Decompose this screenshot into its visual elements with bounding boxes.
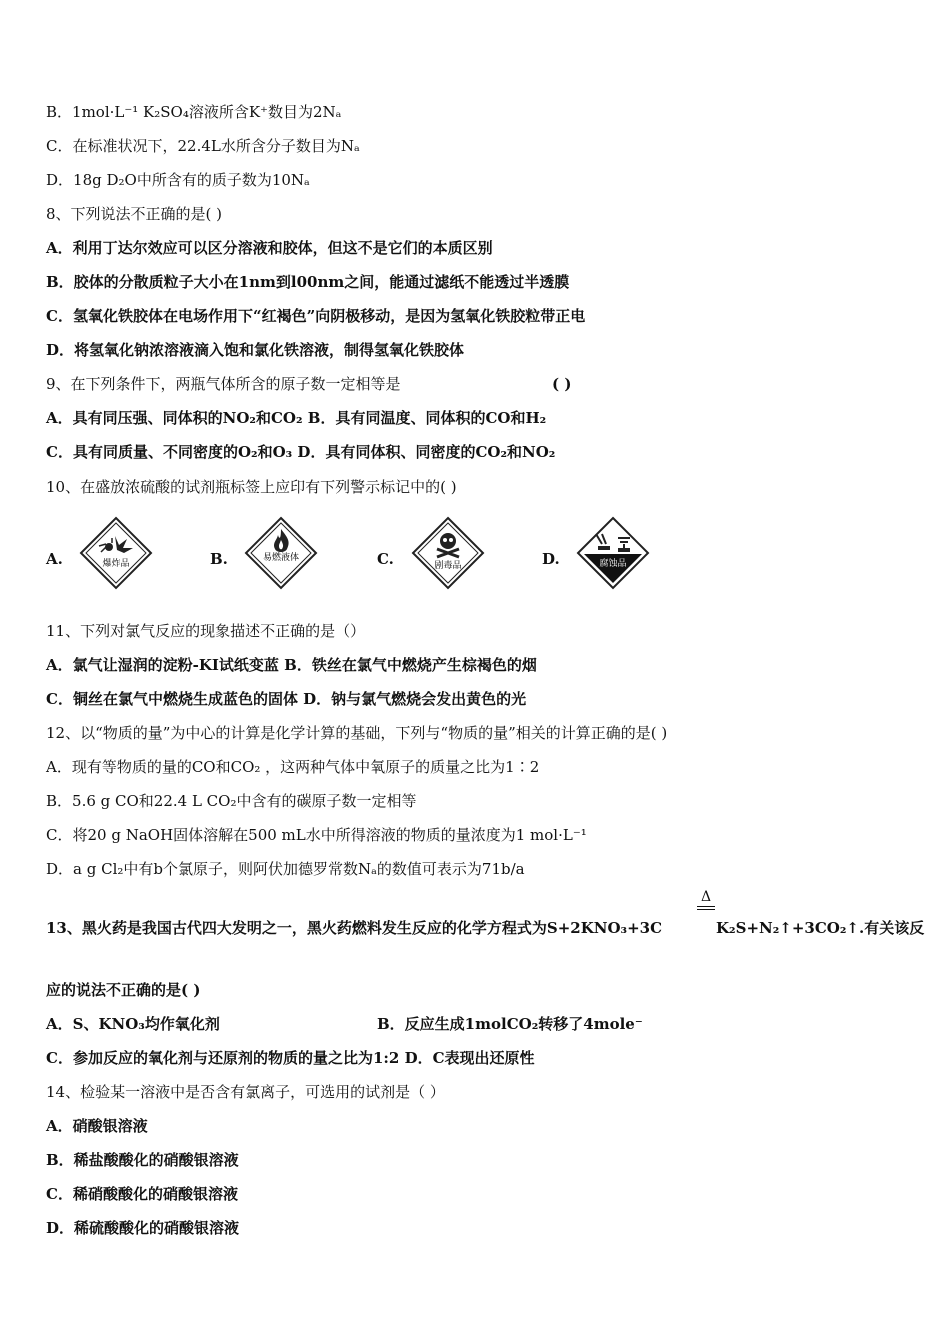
sign-caption-b: 易燃液体: [262, 553, 300, 563]
q7-option-d: D．18g D₂O中所含有的质子数为10Nₐ: [46, 171, 310, 189]
q8-option-d: D．将氢氧化钠浓溶液滴入饱和氯化铁溶液，制得氢氧化铁胶体: [46, 341, 465, 359]
q13-options-cd: C．参加反应的氧化剂与还原剂的物质的量之比为1:2 D．C表现出还原性: [46, 1049, 535, 1067]
q10-option-c-label: C.: [377, 550, 394, 568]
q13-option-b: B．反应生成1molCO₂转移了4mole⁻: [377, 1015, 643, 1033]
heat-delta: Δ: [700, 889, 712, 905]
q12-option-b: B．5.6 g CO和22.4 L CO₂中含有的碳原子数一定相等: [46, 792, 417, 810]
q12-option-a: A．现有等物质的量的CO和CO₂ ，这两种气体中氧原子的质量之比为1∶2: [46, 758, 540, 776]
sign-caption-d: 腐蚀品: [599, 559, 627, 569]
q10-stem: 10、在盛放浓硫酸的试剂瓶标签上应印有下列警示标记中的( ): [46, 478, 457, 496]
q9-options-ab: A．具有同压强、同体积的NO₂和CO₂ B．具有同温度、同体积的CO和H₂: [46, 409, 547, 427]
q13-stem-right: K₂S+N₂↑+3CO₂↑.有关该反: [716, 919, 925, 937]
q14-option-d: D．稀硫酸酸化的硝酸银溶液: [46, 1219, 240, 1237]
sign-caption-c: 剧毒品: [434, 561, 462, 571]
equation-equals-bar: [697, 906, 715, 910]
q11-options-cd: C．铜丝在氯气中燃烧生成蓝色的固体 D．钠与氯气燃烧会发出黄色的光: [46, 690, 527, 708]
q8-option-a: A．利用丁达尔效应可以区分溶液和胶体，但这不是它们的本质区别: [46, 239, 493, 257]
q11-stem: 11、下列对氯气反应的现象描述不正确的是（）: [46, 622, 366, 640]
q7-option-c: C．在标准状况下，22.4L水所含分子数目为Nₐ: [46, 137, 360, 155]
q8-stem: 8、下列说法不正确的是( ): [46, 205, 223, 223]
sign-caption-a: 爆炸品: [102, 559, 130, 569]
q9-paren: ( ): [552, 375, 572, 393]
q7-option-b: B．1mol·L⁻¹ K₂SO₄溶液所含K⁺数目为2Nₐ: [46, 103, 342, 121]
q14-stem: 14、检验某一溶液中是否含有氯离子，可选用的试剂是（ ）: [46, 1083, 445, 1101]
heat-condition-mark: [697, 890, 715, 910]
q13-option-a: A．S、KNO₃均作氧化剂: [46, 1015, 220, 1033]
explosive-sign-icon: [79, 516, 153, 590]
q9-options-cd: C．具有同质量、不同密度的O₂和O₃ D．具有同体积、同密度的CO₂和NO₂: [46, 443, 556, 461]
q10-option-d-label: D.: [542, 550, 560, 568]
q10-option-b-label: B.: [210, 550, 228, 568]
q12-option-d: D．a g Cl₂中有b个氯原子，则阿伏加德罗常数Nₐ的数值可表示为71b/a: [46, 860, 525, 878]
q8-option-b: B．胶体的分散质粒子大小在1nm到l00nm之间，能通过滤纸不能透过半透膜: [46, 273, 570, 291]
toxic-sign-icon: [411, 516, 485, 590]
flammable-liquid-sign-icon: [244, 516, 318, 590]
q14-option-a: A．硝酸银溶液: [46, 1117, 148, 1135]
q10-option-a-label: A.: [46, 550, 63, 568]
q11-options-ab: A．氯气让湿润的淀粉-KI试纸变蓝 B．铁丝在氯气中燃烧产生棕褐色的烟: [46, 656, 537, 674]
q13-stem-left: 13、黑火药是我国古代四大发明之一，黑火药燃料发生反应的化学方程式为S+2KNO₃+3C: [46, 919, 663, 937]
corrosive-sign-icon: [576, 516, 650, 590]
q8-option-c: C．氢氧化铁胶体在电场作用下“红褐色”向阴极移动，是因为氢氧化铁胶粒带正电: [46, 307, 586, 325]
q9-stem: 9、在下列条件下，两瓶气体所含的原子数一定相等是: [46, 375, 401, 393]
q13-stem-cont: 应的说法不正确的是( ): [46, 981, 201, 999]
q14-option-b: B．稀盐酸酸化的硝酸银溶液: [46, 1151, 239, 1169]
q12-option-c: C．将20 g NaOH固体溶解在500 mL水中所得溶液的物质的量浓度为1 mol·L⁻¹: [46, 826, 587, 844]
q14-option-c: C．稀硝酸酸化的硝酸银溶液: [46, 1185, 238, 1203]
q12-stem: 12、以“物质的量”为中心的计算是化学计算的基础，下列与“物质的量”相关的计算正确的是( ): [46, 724, 668, 742]
